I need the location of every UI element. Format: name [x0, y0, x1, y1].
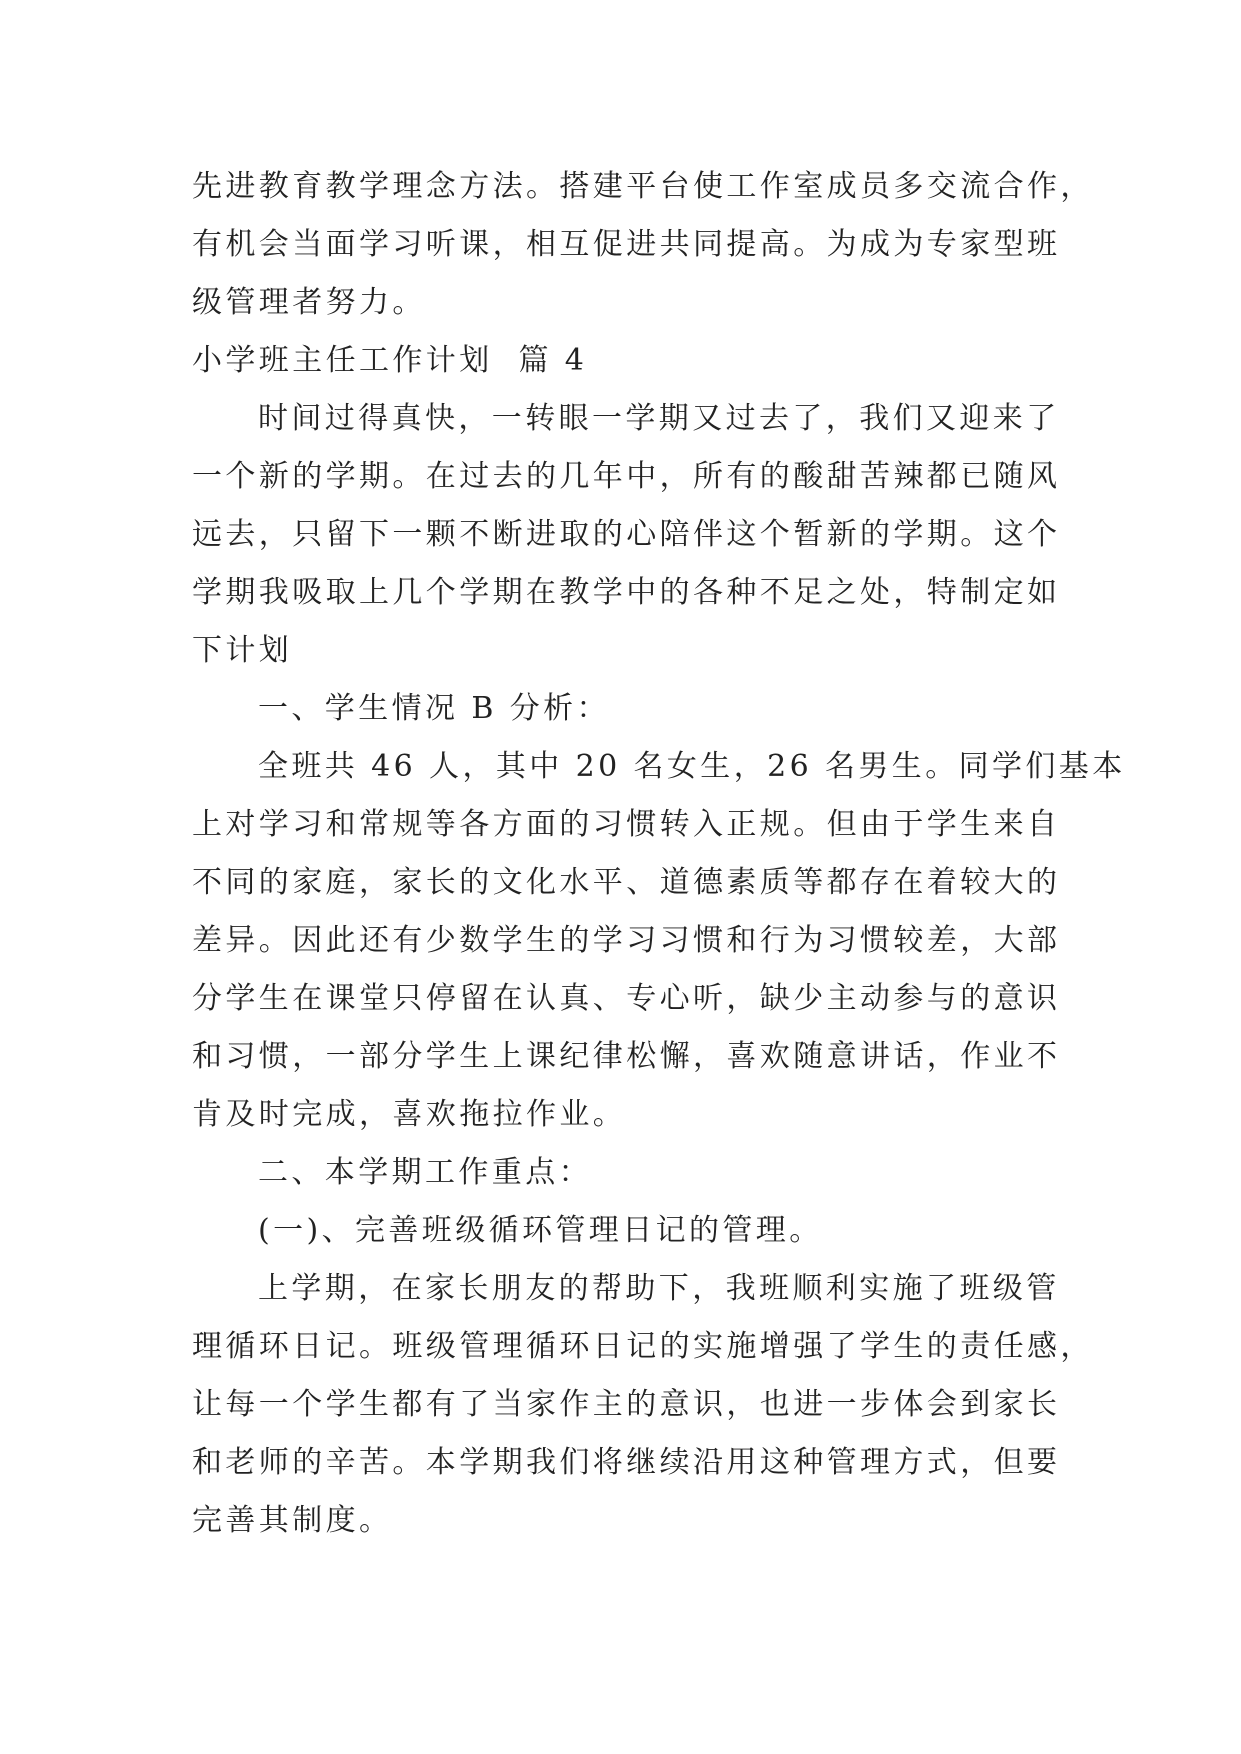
text-line: 差异。因此还有少数学生的学习习惯和行为习惯较差，大部: [192, 923, 1061, 958]
text-line: 完善其制度。: [192, 1503, 393, 1538]
text-line: 和老师的辛苦。本学期我们将继续沿用这种管理方式，但要: [192, 1445, 1061, 1480]
text-line: 理循环日记。班级管理循环日记的实施增强了学生的责任感，: [192, 1329, 1094, 1364]
text-line: 远去，只留下一颗不断进取的心陪伴这个暂新的学期。这个: [192, 517, 1061, 552]
text-line: 和习惯，一部分学生上课纪律松懈，喜欢随意讲话，作业不: [192, 1039, 1061, 1074]
text-line: 上学期，在家长朋友的帮助下，我班顺利实施了班级管: [258, 1271, 1060, 1306]
text-line: 学期我吸取上几个学期在教学中的各种不足之处，特制定如: [192, 575, 1061, 610]
text-line: 分学生在课堂只停留在认真、专心听，缺少主动参与的意识: [192, 981, 1061, 1016]
document-page: [192, 158, 1126, 1550]
text-line: 一个新的学期。在过去的几年中，所有的酸甜苦辣都已随风: [192, 459, 1061, 494]
section-heading: 小学班主任工作计划 篇 4: [192, 343, 588, 378]
text-line: 让每一个学生都有了当家作主的意识，也进一步体会到家长: [192, 1387, 1061, 1422]
text-line: 有机会当面学习听课，相互促进共同提高。为成为专家型班: [192, 227, 1061, 262]
subheading: 二、本学期工作重点：: [258, 1155, 592, 1190]
subheading: (一)、完善班级循环管理日记的管理。: [258, 1213, 823, 1248]
text-line: 下计划: [192, 633, 293, 668]
text-line: 时间过得真快，一转眼一学期又过去了，我们又迎来了: [258, 401, 1060, 436]
text-line: 上对学习和常规等各方面的习惯转入正规。但由于学生来自: [192, 807, 1061, 842]
text-line: 肯及时完成，喜欢拖拉作业。: [192, 1097, 627, 1132]
text-line: 级管理者努力。: [192, 285, 426, 320]
text-line: 不同的家庭，家长的文化水平、道德素质等都存在着较大的: [192, 865, 1061, 900]
subheading: 一、学生情况 B 分析：: [258, 691, 610, 726]
text-line: 先进教育教学理念方法。搭建平台使工作室成员多交流合作，: [192, 169, 1094, 204]
text-line: 全班共 46 人，其中 20 名女生，26 名男生。同学们基本: [258, 749, 1126, 784]
